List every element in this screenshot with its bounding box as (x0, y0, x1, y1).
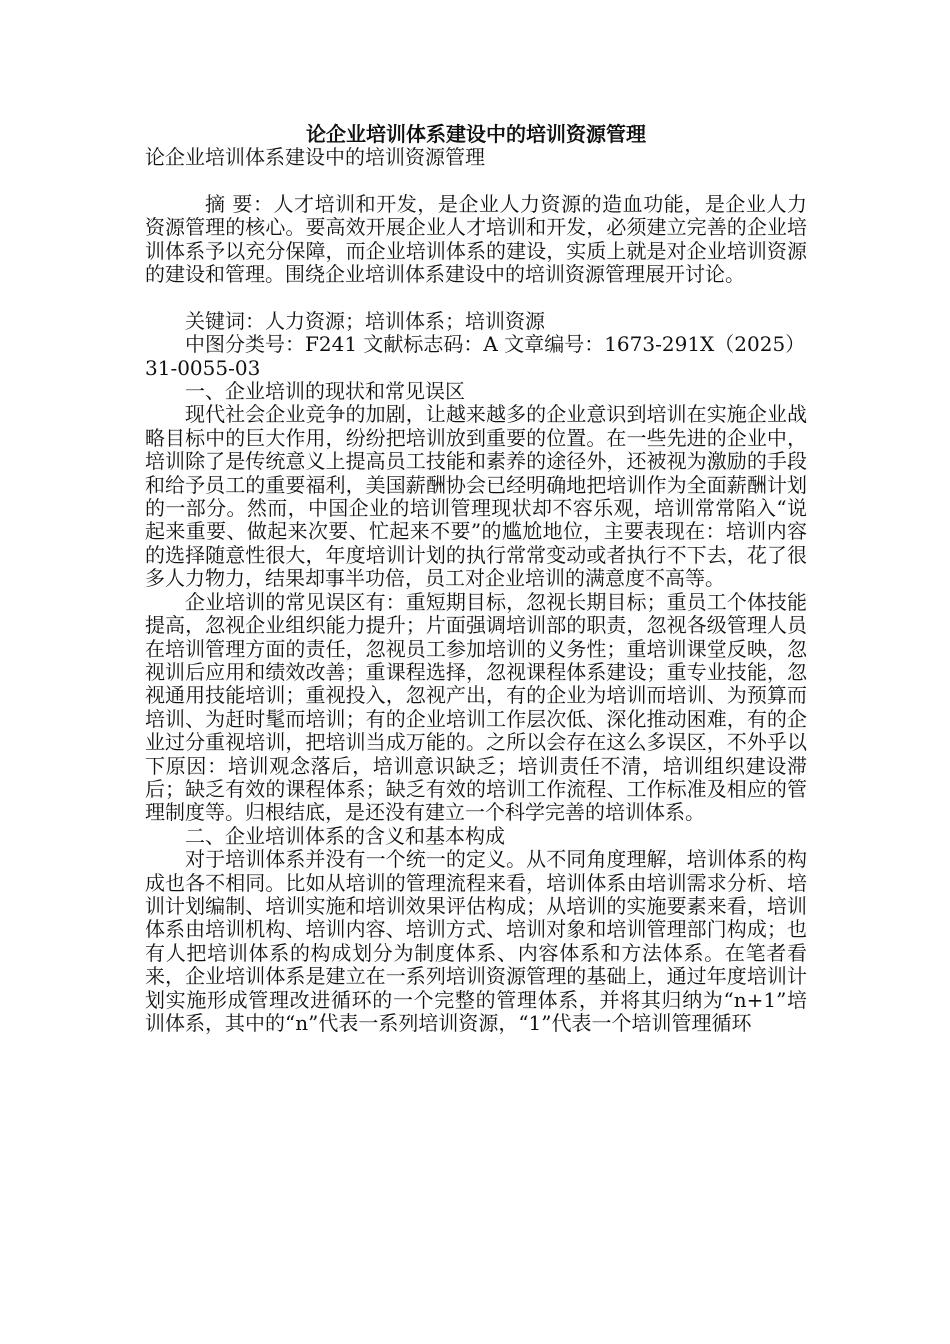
document-page (145, 123, 807, 1035)
section-2-paragraph-1: 对于培训体系并没有一个统一的定义。从不同角度理解，培训体系的构成也各不相同。比如从培训的管理流程来看，培训体系由培训需求分析、培训计划编制、培训实施和培训效果评估构成；从培训的实施要素来看，培训体系由培训机构、培训内容、培训方式、培训对象和培训管理部门构成；也有人把培训体系的构成划分为制度体系、内容体系和方法体系。在笔者看来，企业培训体系是建立在一系列培训资源管理的基础上，通过年度培训计划实施形成管理改进循环的一个完整的管理体系，并将其归纳为“n+1”培训体系，其中的“n”代表一系列培训资源，“1”代表一个培训管理循环 (145, 847, 807, 1035)
abstract-paragraph: 摘 要：人才培训和开发，是企业人力资源的造血功能，是企业人力资源管理的核心。要高效开展企业人才培训和开发，必须建立完善的企业培训体系予以充分保障，而企业培训体系的建设，实质上就是对企业培训资源的建设和管理。围绕企业培训体系建设中的培训资源管理展开讨论。 (145, 191, 807, 287)
spacer (145, 286, 807, 309)
section-1-paragraph-2: 企业培训的常见误区有：重短期目标，忽视长期目标；重员工个体技能提高，忽视企业组织能力提升；片面强调培训部的职责，忽视各级管理人员在培训管理方面的责任，忽视员工参加培训的义务性；重培训课堂反映，忽视训后应用和绩效改善；重课程选择，忽视课程体系建设；重专业技能，忽视通用技能培训；重视投入，忽视产出，有的企业为培训而培训、为预算而培训、为赶时髦而培训；有的企业培训工作层次低、深化推动困难，有的企业过分重视培训，把培训当成万能的。之所以会存在这么多误区，不外乎以下原因：培训观念落后，培训意识缺乏；培训责任不清，培训组织建设滞后；缺乏有效的课程体系；缺乏有效的培训工作流程、工作标准及相应的管理制度等。归根结底，是还没有建立一个科学完善的培训体系。 (145, 589, 807, 825)
section-2-heading: 二、企业培训体系的含义和基本构成 (185, 823, 505, 848)
keywords-line: 关键词：人力资源；培训体系；培训资源 (185, 308, 545, 333)
spacer (145, 169, 807, 192)
document-title: 论企业培训体系建设中的培训资源管理 (306, 122, 646, 146)
classification-line: 中图分类号：F241 文献标志码：A 文章编号：1673-291X（2025）31-0055-03 (145, 332, 806, 380)
section-1-heading: 一、企业培训的现状和常见误区 (185, 379, 465, 404)
section-1-paragraph-1: 现代社会企业竞争的加剧，让越来越多的企业意识到培训在实施企业战略目标中的巨大作用，纷纷把培训放到重要的位置。在一些先进的企业中，培训除了是传统意义上提高员工技能和素养的途径外，还被视为激励的手段和给予员工的重要福利，美国薪酬协会已经明确地把培训作为全面薪酬计划的一部分。然而，中国企业的培训管理现状却不容乐观，培训常常陷入“说起来重要、做起来次要、忙起来不要”的尴尬地位，主要表现在：培训内容的选择随意性很大，年度培训计划的执行常常变动或者执行不下去，花了很多人力物力，结果却事半功倍，员工对企业培训的满意度不高等。 (145, 402, 807, 591)
document-subtitle: 论企业培训体系建设中的培训资源管理 (145, 145, 485, 169)
